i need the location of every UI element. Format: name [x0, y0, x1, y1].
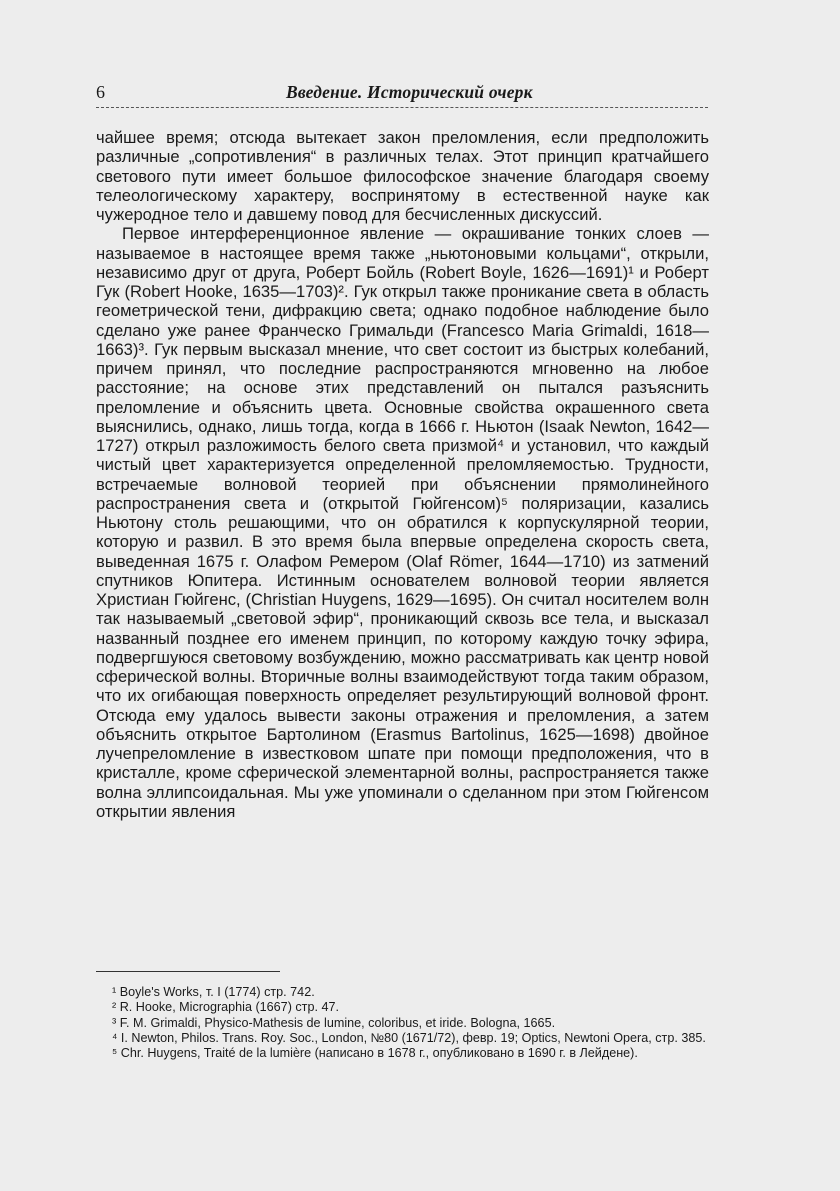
- paragraph-interference-history: Первое интерференционное явление — окрашивание тонких слоев — называемое в настоящее время также „ньютоновыми кольцами“, открыли, независимо друг от друга, Роберт Бойль (Robert Boyle, 1626—1691)¹ и Роберт Гук (Robert Hooke, 1635—1703)². Гук открыл также проникание света в область геометрической тени, дифракцию света; однако подобное наблюдение было сделано уже ранее Франческо Гримальди (Francesco Maria Grimaldi, 1618—1663)³. Гук первым высказал мнение, что свет состоит из быстрых колебаний, причем принял, что последние распространяются мгновенно на любое расстояние; на основе этих представлений он пытался разъяснить преломление и объяснить цвета. Основные свойства окрашенного света выяснились, однако, лишь тогда, когда в 1666 г. Ньютон (Isaak Newton, 1642—1727) открыл разложимость белого света призмой⁴ и установил, что каждый чистый цвет характеризуется определенной преломляемостью. Трудности, встречаемые волновой теорией при объяснении прямолинейного распространения света и (открытой Гюйгенсом)⁵ поляризации, казались Ньютону столь решающими, что он обратился к корпускулярной теории, которую и развил. В это время была впервые определена скорость света, выведенная 1675 г. Олафом Ремером (Olaf Römer, 1644—1710) из затмений спутников Юпитера. Истинным основателем волновой теории является Христиан Гюйгенс, (Christian Huygens, 1629—1695). Он считал носителем волн так называемый „световой эфир“, проникающий сквозь все тела, и высказал названный позднее его именем принцип, по которому каждую точку эфира, подвергшуюся световому возбуждению, можно рассматривать как центр новой сферической волны. Вторичные волны взаимодействуют тогда таким образом, что их огибающая поверхность определяет результирующий волновой фронт. Отсюда ему удалось вывести законы отражения и преломления, а затем объяснить открытое Бартолином (Erasmus Bartolinus, 1625—1698) двойное лучепреломление в известковом шпате при помощи предположения, что в кристалле, кроме сферической элементарной волны, распространяется также волна эллипсоидальная. Мы уже упоминали о сделанном при этом Гюйгенсом открытии явления: [96, 224, 709, 821]
- footnote-3: ³ F. M. Grimaldi, Physico-Mathesis de lumine, coloribus, et iride. Bologna, 1665.: [112, 1015, 556, 1030]
- running-head: [96, 82, 708, 103]
- footnote-4: ⁴ I. Newton, Philos. Trans. Roy. Soc., London, №80 (1671/72), февр. 19; Optics, Newtoni Opera, стр. 385.: [112, 1030, 706, 1045]
- footnote-rule: [96, 971, 280, 972]
- running-title: Введение. Исторический очерк: [286, 82, 533, 102]
- footnote-2: ² R. Hooke, Micrographia (1667) стр. 47.: [112, 1000, 339, 1015]
- header-rule: [96, 107, 708, 108]
- footnote-1: ¹ Boyle's Works, т. I (1774) стр. 742.: [112, 985, 315, 999]
- page-number: 6: [96, 82, 105, 102]
- body-text: [96, 128, 709, 821]
- paragraph-continuation: чайшее время; отсюда вытекает закон преломления, если предположить различные „сопротивления“ в различных телах. Этот принцип кратчайшего светового пути имеет большое философское значение благодаря своему телеологическому характеру, воспринятому в естественной науке как чужеродное тело и давшему повод для бесчисленных дискуссий.: [96, 128, 709, 224]
- footnote-5: ⁵ Chr. Huygens, Traité de la lumière (написано в 1678 г., опубликовано в 1690 г. в Лейдене).: [112, 1046, 638, 1061]
- footnotes: [96, 985, 709, 1061]
